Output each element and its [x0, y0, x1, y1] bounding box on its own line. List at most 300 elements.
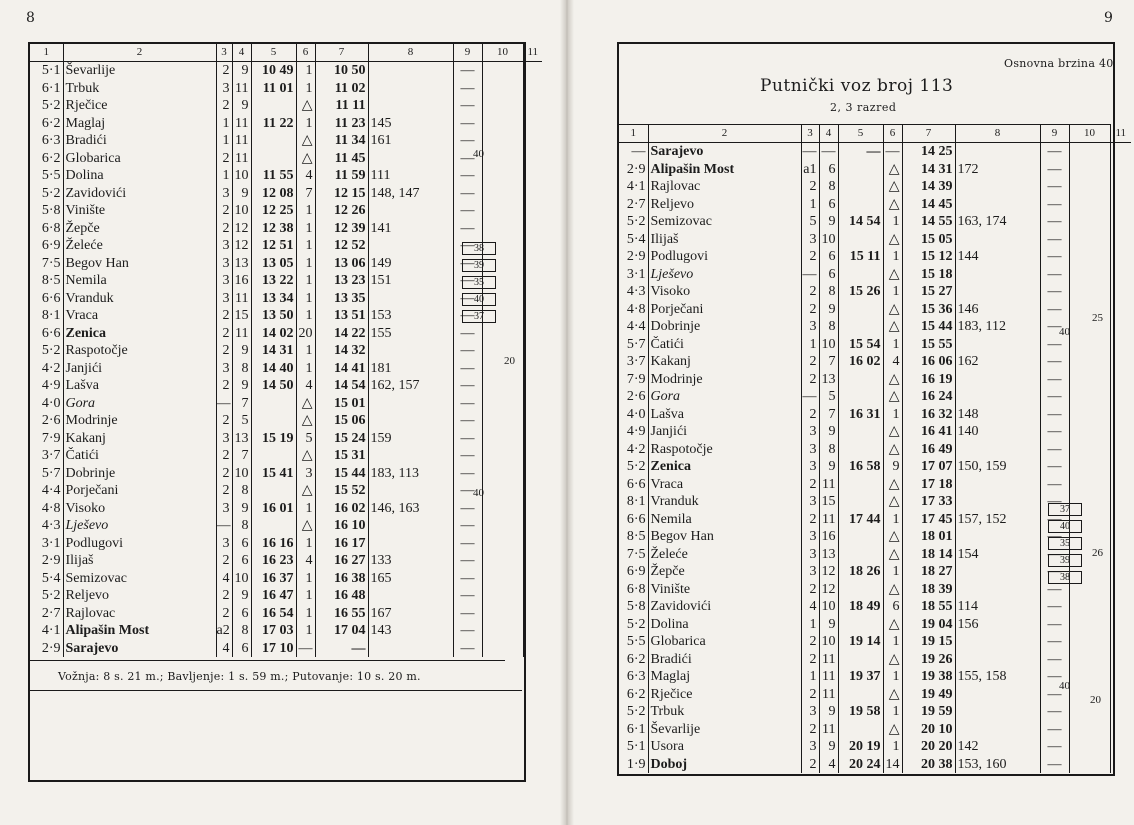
col11-cell — [523, 202, 542, 220]
running-minutes-cell: 10 — [232, 167, 251, 185]
col10-cell — [482, 167, 523, 185]
arrival-time-cell — [838, 528, 883, 546]
category-cell: 1 — [801, 668, 819, 686]
train-title: Putnički voz broj 113 — [760, 76, 954, 96]
connection-cell: 111 — [368, 167, 453, 185]
stop-minutes-cell: 1 — [296, 535, 315, 553]
category-cell: 2 — [216, 307, 232, 325]
station-name: Žepče — [648, 563, 801, 581]
col11-cell — [1110, 143, 1131, 161]
station-name: Bradići — [648, 651, 801, 669]
left-speed-box: 37 — [462, 310, 496, 323]
right-col10-speed-a: 40 — [1059, 326, 1070, 338]
km-cell: 4·0 — [619, 406, 648, 424]
station-name: Dobrinje — [648, 318, 801, 336]
col11-cell — [523, 272, 542, 290]
km-cell: 2·6 — [619, 388, 648, 406]
category-cell: 4 — [216, 570, 232, 588]
arrival-time-cell: 14 31 — [251, 342, 296, 360]
km-cell: 2·9 — [30, 640, 63, 658]
category-cell: 2 — [216, 552, 232, 570]
connection-cell: 155, 158 — [955, 668, 1040, 686]
col9-cell: — — [453, 465, 482, 483]
km-cell: 6·6 — [30, 290, 63, 308]
category-cell: 3 — [216, 500, 232, 518]
col9-cell: — — [453, 185, 482, 203]
arrival-time-cell — [838, 196, 883, 214]
arrival-time-cell: 18 26 — [838, 563, 883, 581]
running-minutes-cell: 9 — [819, 301, 838, 319]
km-cell: 6·6 — [619, 476, 648, 494]
col11-cell — [1110, 231, 1131, 249]
category-cell: 2 — [216, 97, 232, 115]
timetable-row — [30, 570, 542, 588]
arrival-time-cell — [251, 150, 296, 168]
km-cell: 5·7 — [30, 465, 63, 483]
col10-cell — [482, 640, 523, 658]
stop-minutes-cell: △ — [883, 301, 902, 319]
col11-cell — [523, 80, 542, 98]
column-header: 2 — [63, 44, 216, 62]
col11-cell — [523, 570, 542, 588]
km-cell: 5·2 — [30, 97, 63, 115]
category-cell: a2 — [216, 622, 232, 640]
col11-cell — [523, 377, 542, 395]
running-minutes-cell: 6 — [232, 605, 251, 623]
col9-cell: — — [1040, 423, 1069, 441]
arrival-time-cell — [251, 482, 296, 500]
stop-minutes-cell: 1 — [296, 587, 315, 605]
category-cell: 2 — [801, 248, 819, 266]
column-header: 11 — [1110, 125, 1131, 143]
km-cell: 3·7 — [30, 447, 63, 465]
arrival-time-cell — [251, 132, 296, 150]
stop-minutes-cell: 1 — [296, 237, 315, 255]
arrival-time-cell: 13 34 — [251, 290, 296, 308]
station-name: Lašva — [648, 406, 801, 424]
km-cell: 6·3 — [30, 132, 63, 150]
running-minutes-cell: 12 — [819, 581, 838, 599]
left-col10-speed-a: 40 — [473, 148, 484, 160]
station-name: Reljevo — [648, 196, 801, 214]
running-minutes-cell: 4 — [819, 756, 838, 774]
col9-cell: — — [1040, 301, 1069, 319]
stop-minutes-cell: △ — [296, 395, 315, 413]
arrival-time-cell: 19 58 — [838, 703, 883, 721]
arrival-time-cell: 19 37 — [838, 668, 883, 686]
km-cell: 5·2 — [619, 616, 648, 634]
km-cell: 6·2 — [30, 150, 63, 168]
arrival-time-cell: 11 55 — [251, 167, 296, 185]
arrival-time-cell: 11 01 — [251, 80, 296, 98]
running-minutes-cell: 9 — [232, 97, 251, 115]
arrival-time-cell — [838, 371, 883, 389]
left-page-number: 8 — [26, 10, 35, 26]
timetable-row — [30, 220, 542, 238]
timetable-row — [30, 395, 542, 413]
col11-cell — [1110, 406, 1131, 424]
timetable-row — [30, 185, 542, 203]
connection-cell — [368, 535, 453, 553]
stop-minutes-cell: △ — [883, 528, 902, 546]
category-cell: 3 — [216, 237, 232, 255]
column-header: 6 — [296, 44, 315, 62]
category-cell: 2 — [801, 406, 819, 424]
departure-time-cell: 14 39 — [902, 178, 955, 196]
km-cell: 6·3 — [619, 668, 648, 686]
right-speed-box: 38 — [1048, 571, 1082, 584]
col11-cell — [1110, 598, 1131, 616]
col9-cell: — — [1040, 633, 1069, 651]
running-minutes-cell: 9 — [819, 703, 838, 721]
arrival-time-cell: 12 08 — [251, 185, 296, 203]
station-name: Alipašin Most — [63, 622, 216, 640]
col11-cell — [1110, 353, 1131, 371]
arrival-time-cell: 16 01 — [251, 500, 296, 518]
col10-cell — [482, 605, 523, 623]
category-cell: — — [216, 518, 231, 534]
arrival-time-cell: 15 19 — [251, 430, 296, 448]
col11-cell — [523, 430, 542, 448]
category-cell: 3 — [216, 430, 232, 448]
departure-time-cell: 11 02 — [315, 80, 368, 98]
stop-minutes-cell: 1 — [883, 283, 902, 301]
col11-cell — [1110, 511, 1131, 529]
category-cell: 2 — [801, 651, 819, 669]
km-cell: 7·5 — [619, 546, 648, 564]
running-minutes-cell: 7 — [819, 406, 838, 424]
station-name: Kakanj — [63, 430, 216, 448]
column-header: 9 — [453, 44, 482, 62]
station-name: Rajlovac — [63, 605, 216, 623]
connection-cell — [368, 150, 453, 168]
km-cell: 6·2 — [619, 651, 648, 669]
departure-time-cell: 11 45 — [315, 150, 368, 168]
stop-minutes-cell: 1 — [883, 213, 902, 231]
stop-minutes-cell: 6 — [883, 598, 902, 616]
connection-cell — [368, 342, 453, 360]
departure-time-cell: 19 15 — [902, 633, 955, 651]
station-name: Sarajevo — [648, 143, 801, 161]
running-minutes-cell: 9 — [819, 423, 838, 441]
departure-time-cell: 11 34 — [315, 132, 368, 150]
connection-cell — [955, 266, 1040, 284]
col9-cell: — — [1040, 581, 1069, 599]
stop-minutes-cell: 1 — [296, 570, 315, 588]
column-header: 2 — [648, 125, 801, 143]
km-cell: 6·8 — [619, 581, 648, 599]
col9-cell: — — [1040, 721, 1069, 739]
station-name: Trbuk — [63, 80, 216, 98]
arrival-time-cell — [251, 97, 296, 115]
category-cell: 1 — [801, 336, 819, 354]
arrival-time-cell: 13 50 — [251, 307, 296, 325]
category-cell: 2 — [216, 220, 232, 238]
category-cell: 2 — [801, 721, 819, 739]
col11-cell — [1110, 423, 1131, 441]
col10-cell — [482, 447, 523, 465]
departure-time-cell: 14 25 — [902, 143, 955, 161]
departure-time-cell: 18 01 — [902, 528, 955, 546]
connection-cell: 150, 159 — [955, 458, 1040, 476]
connection-cell: 146, 163 — [368, 500, 453, 518]
stop-minutes-cell: △ — [883, 178, 902, 196]
running-minutes-cell: 11 — [819, 686, 838, 704]
connection-cell: 156 — [955, 616, 1040, 634]
stop-minutes-cell: 1 — [883, 248, 902, 266]
category-cell: — — [801, 143, 819, 161]
col10-cell — [1069, 423, 1110, 441]
col11-cell — [1110, 441, 1131, 459]
col9-cell: — — [453, 132, 482, 150]
col10-cell — [482, 622, 523, 640]
col10-cell — [1069, 318, 1110, 336]
category-cell: 5 — [801, 213, 819, 231]
arrival-time-cell — [838, 546, 883, 564]
right-header-row — [619, 125, 1131, 143]
stop-minutes-cell: 1 — [883, 668, 902, 686]
connection-cell — [955, 651, 1040, 669]
col11-cell — [1110, 213, 1131, 231]
timetable-row — [619, 196, 1131, 214]
col9-cell: — — [1040, 178, 1069, 196]
category-cell: 3 — [216, 272, 232, 290]
km-cell: 4·1 — [30, 622, 63, 640]
col9-cell: — — [453, 220, 482, 238]
station-name: Dobrinje — [63, 465, 216, 483]
col11-cell — [1110, 686, 1131, 704]
col9-cell: — — [453, 605, 482, 623]
column-header: 4 — [819, 125, 838, 143]
col9-cell: — — [453, 395, 482, 413]
connection-cell — [368, 395, 453, 413]
col9-cell: — — [453, 307, 482, 325]
stop-minutes-cell: 5 — [296, 430, 315, 448]
col10-cell — [1069, 196, 1110, 214]
col10-cell — [1069, 143, 1110, 161]
km-cell: 5·1 — [619, 738, 648, 756]
departure-time-cell: 14 32 — [315, 342, 368, 360]
category-cell: 2 — [801, 511, 819, 529]
connection-cell: 154 — [955, 546, 1040, 564]
connection-cell: 140 — [955, 423, 1040, 441]
col10-cell — [482, 412, 523, 430]
stop-minutes-cell: 1 — [883, 738, 902, 756]
col10-cell — [482, 500, 523, 518]
station-name: Bradići — [63, 132, 216, 150]
col11-cell — [523, 640, 542, 658]
stop-minutes-cell: 1 — [296, 360, 315, 378]
station-name: Zavidovići — [63, 185, 216, 203]
timetable-row — [619, 458, 1131, 476]
station-name: Doboj — [648, 756, 801, 774]
col11-cell — [523, 465, 542, 483]
category-cell: 3 — [801, 318, 819, 336]
station-name: Gora — [648, 388, 801, 406]
col9-cell: — — [453, 535, 482, 553]
connection-cell — [368, 517, 453, 535]
col10-cell — [482, 517, 523, 535]
arrival-time-cell — [838, 686, 883, 704]
category-cell: 1 — [216, 115, 232, 133]
connection-cell: 153, 160 — [955, 756, 1040, 774]
connection-cell — [955, 581, 1040, 599]
col9-cell: — — [1040, 388, 1069, 406]
col9-cell: — — [1040, 441, 1069, 459]
timetable-row — [30, 640, 542, 658]
col10-cell — [482, 115, 523, 133]
km-cell: 1·9 — [619, 756, 648, 774]
timetable-row — [30, 342, 542, 360]
col9-cell: — — [453, 587, 482, 605]
col11-cell — [1110, 178, 1131, 196]
stop-minutes-cell: 1 — [296, 202, 315, 220]
stop-minutes-cell: △ — [883, 318, 902, 336]
col11-cell — [523, 535, 542, 553]
column-header: 3 — [216, 44, 232, 62]
running-minutes-cell: 6 — [819, 161, 838, 179]
category-cell: 2 — [801, 686, 819, 704]
connection-cell — [368, 202, 453, 220]
arrival-time-cell: 17 03 — [251, 622, 296, 640]
arrival-time-cell — [838, 581, 883, 599]
col11-cell — [523, 605, 542, 623]
km-cell: 7·5 — [30, 255, 63, 273]
departure-time-cell: 16 02 — [315, 500, 368, 518]
km-cell: 2·7 — [619, 196, 648, 214]
category-cell: 3 — [801, 738, 819, 756]
col10-cell — [482, 62, 523, 80]
running-minutes-cell: 8 — [819, 441, 838, 459]
col9-cell: — — [453, 255, 482, 273]
col10-cell — [1069, 598, 1110, 616]
stop-minutes-cell: 4 — [296, 552, 315, 570]
col9-cell: — — [1040, 738, 1069, 756]
station-name: Raspotočje — [648, 441, 801, 459]
timetable-row — [619, 668, 1131, 686]
km-cell: 5·8 — [619, 598, 648, 616]
col11-cell — [1110, 703, 1131, 721]
connection-cell — [955, 371, 1040, 389]
station-name: Porječani — [63, 482, 216, 500]
departure-time-cell: 14 41 — [315, 360, 368, 378]
running-minutes-cell: 6 — [232, 535, 251, 553]
col10-cell — [1069, 266, 1110, 284]
col9-cell: — — [1040, 266, 1069, 284]
stop-minutes-cell: △ — [883, 581, 902, 599]
stop-minutes-cell: 1 — [296, 307, 315, 325]
running-minutes-cell: 16 — [819, 528, 838, 546]
col11-cell — [1110, 318, 1131, 336]
col11-cell — [1110, 161, 1131, 179]
category-cell: 4 — [216, 640, 232, 658]
col9-cell: — — [1040, 161, 1069, 179]
km-cell: 5·2 — [619, 213, 648, 231]
stop-minutes-cell: 14 — [883, 756, 902, 774]
timetable-row — [619, 248, 1131, 266]
km-cell: — — [619, 143, 648, 161]
km-cell: 4·9 — [619, 423, 648, 441]
timetable-row — [619, 651, 1131, 669]
connection-cell — [368, 97, 453, 115]
col10-cell — [482, 185, 523, 203]
km-cell: 4·9 — [30, 377, 63, 395]
departure-time-cell: 16 10 — [315, 517, 368, 535]
running-minutes-cell: 11 — [232, 325, 251, 343]
col11-cell — [1110, 283, 1131, 301]
running-minutes-cell: 6 — [819, 196, 838, 214]
connection-cell — [955, 686, 1040, 704]
station-name: Zenica — [648, 458, 801, 476]
km-cell: 6·1 — [619, 721, 648, 739]
stop-minutes-cell: 1 — [883, 336, 902, 354]
col10-cell — [482, 360, 523, 378]
stop-minutes-cell: 1 — [883, 511, 902, 529]
left-speed-box: 40 — [462, 293, 496, 306]
km-cell: 7·9 — [619, 371, 648, 389]
km-cell: 5·4 — [619, 231, 648, 249]
arrival-time-cell — [251, 395, 296, 413]
km-cell: 4·4 — [30, 482, 63, 500]
running-minutes-cell: 8 — [819, 283, 838, 301]
left-footer-summary: Vožnja: 8 s. 21 m.; Bavljenje: 1 s. 59 m.; Putovanje: 10 s. 20 m. — [58, 670, 421, 683]
timetable-row — [30, 552, 542, 570]
col11-cell — [523, 290, 542, 308]
col9-cell: — — [453, 570, 482, 588]
timetable-row — [619, 633, 1131, 651]
col11-cell — [1110, 476, 1131, 494]
departure-time-cell: 14 54 — [315, 377, 368, 395]
departure-time-cell: 15 36 — [902, 301, 955, 319]
col9-cell: — — [453, 167, 482, 185]
right-speed-box: 39 — [1048, 554, 1082, 567]
arrival-time-cell — [838, 178, 883, 196]
category-cell: 2 — [216, 412, 232, 430]
km-cell: 3·1 — [30, 535, 63, 553]
departure-time-cell: 15 31 — [315, 447, 368, 465]
stop-minutes-cell: △ — [296, 517, 315, 535]
col11-cell — [1110, 196, 1131, 214]
km-cell: 5·2 — [619, 703, 648, 721]
col11-cell — [523, 132, 542, 150]
timetable-row — [619, 598, 1131, 616]
left-footer-rule — [30, 690, 522, 691]
left-speed-box: 39 — [462, 259, 496, 272]
col10-cell — [482, 570, 523, 588]
timetable-row — [619, 423, 1131, 441]
col11-cell — [1110, 651, 1131, 669]
category-cell: 2 — [216, 202, 232, 220]
departure-time-cell: 15 52 — [315, 482, 368, 500]
connection-cell: 167 — [368, 605, 453, 623]
connection-cell — [955, 196, 1040, 214]
departure-time-cell: 16 55 — [315, 605, 368, 623]
arrival-time-cell: 15 54 — [838, 336, 883, 354]
arrival-time-cell: 13 05 — [251, 255, 296, 273]
departure-time-cell: 12 15 — [315, 185, 368, 203]
category-cell: 2 — [801, 476, 819, 494]
connection-cell: 183, 112 — [955, 318, 1040, 336]
station-name: Modrinje — [63, 412, 216, 430]
departure-time-cell: 19 49 — [902, 686, 955, 704]
category-cell: 3 — [216, 360, 232, 378]
arrival-time-cell — [838, 266, 883, 284]
running-minutes-cell: 7 — [232, 447, 251, 465]
col11-cell — [523, 220, 542, 238]
stop-minutes-cell: △ — [883, 371, 902, 389]
timetable-row — [30, 167, 542, 185]
departure-time-cell: 12 52 — [315, 237, 368, 255]
